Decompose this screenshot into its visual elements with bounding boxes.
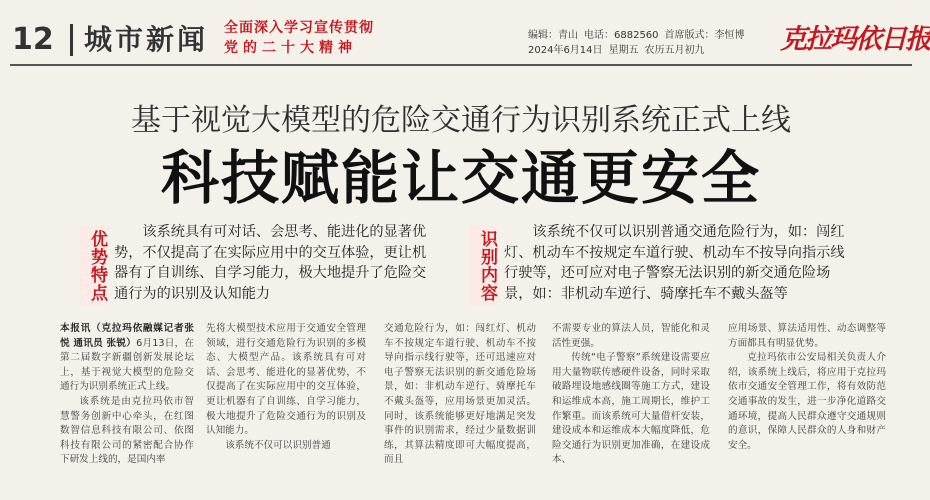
issue-meta [528,28,776,62]
date-line [528,43,776,58]
article-column-3 [384,322,536,492]
issue-date: 2024年6月14日 [528,45,603,56]
phone: 电话：6882560 [584,30,659,41]
paragraph: 不需要专业的算法人员，智能化和灵活性更强。 [552,323,710,349]
editor-line [528,28,776,43]
callout-advantages [80,222,432,310]
article-column-2 [206,322,366,492]
header-rule [10,64,912,66]
article-column-4 [552,322,710,492]
paragraph: 传统“电子警察”系统建设需要应用大量物联传感硬件设备，同时采取破路埋设地感线圈等施工方式，建设和运维成本高，施工周期长，维护工作繁重。而该系统可大量借杆安装，建设成本和运维成本大幅度降低，危险交通行为识别更加准确，在建设成本、 [552,352,710,466]
lunar-date: 农历五月初九 [644,45,705,56]
paragraph: 该系统不仅可以识别普通 [225,439,331,451]
section-title: 城市新闻 [84,23,209,56]
callout-text-recognition: 该系统不仅可以识别普通交通危险行为，如：闯红灯、机动车不按规定车道行驶、机动车不按导向指示线行驶等，还可应对电子警察无法识别的新交通危险场景，如：非机动车逆行、骑摩托车不戴头盔等 [504,224,845,302]
paragraph: 该系统是由克拉玛依市智慧警务创新中心牵头，在红图数智信息科技有限公司、依图科技有限公司的紧密配合协作下研发上线的，是国内率 [60,395,194,466]
paragraph: 应用场景、算法适用性、动态调整等方面都具有明显优势。 [728,323,886,349]
callout-text-advantages: 该系统具有可对话、会思考、能进化的显著优势，不仅提高了在实际应用中的交互体验，更让机器有了自训练、自学习能力，极大地提升了危险交通行为的识别及认知能力 [114,224,427,302]
weekday: 星期五 [608,45,639,56]
article-lead [60,322,194,395]
article-column-1 [60,322,194,492]
article-column-5 [728,322,886,492]
slogan-line-1: 全面深入学习宣传贯彻 [224,20,374,36]
paragraph: 交通危险行为，如：闯红灯、机动车不按规定车道行驶、机动车不按导向指示线行驶等，还可迅速应对电子警察无法识别的新交通危险场景，如：非机动车逆行、骑摩托车不戴头盔等，应用场景更加灵活。同时，该系统能够更好地满足突发事件的识别需求，经过少量数据训练，其算法精度即可大幅度提高，而且 [384,323,536,466]
paragraph: 6月13日，在第二届数字新疆创新发展论坛上，基于视觉大模型的危险交通行为识别系统正式上线。 [60,337,195,393]
newspaper-logo: 克拉玛依日报 [780,24,930,55]
paragraph: 先将大模型技术应用于交通安全管理领域，进行交通危险行为识别的多模态、大模型产品。该系统具有可对话、会思考、能进化的显著优势，不仅提高了在实际应用中的交互体验，更让机器有了自训练、自学习能力，极大地提升了危险交通行为的识别及认知能力。 [206,323,366,437]
callout-label-advantages: 优势特点 [80,226,106,306]
callout-label-recognition: 识别内容 [470,226,496,306]
masthead [0,0,930,62]
paragraph: 克拉玛依市公安局相关负责人介绍，该系统上线后，将应用于克拉玛依市交通安全管理工作，将有效防范交通事故的发生，进一步净化道路交通环境，提高人民群众遵守交通规则的意识，保障人民群众的人身和财产安全。 [728,352,886,451]
callout-recognition [470,222,856,310]
editor: 编辑：青山 [528,30,578,41]
slogan [224,18,376,62]
page-number: 12 [12,22,54,57]
headline-title: 科技赋能让交通更安全 [160,144,761,212]
designer: 首席版式：李恒博 [664,30,745,41]
slogan-line-2: 党的二十大精神 [224,40,357,56]
headline-subtitle: 基于视觉大模型的危险交通行为识别系统正式上线 [131,103,791,138]
byline: 本报讯（克拉玛依融媒记者张悦 通讯员 张锐） [60,323,194,349]
masthead-divider [70,24,73,56]
